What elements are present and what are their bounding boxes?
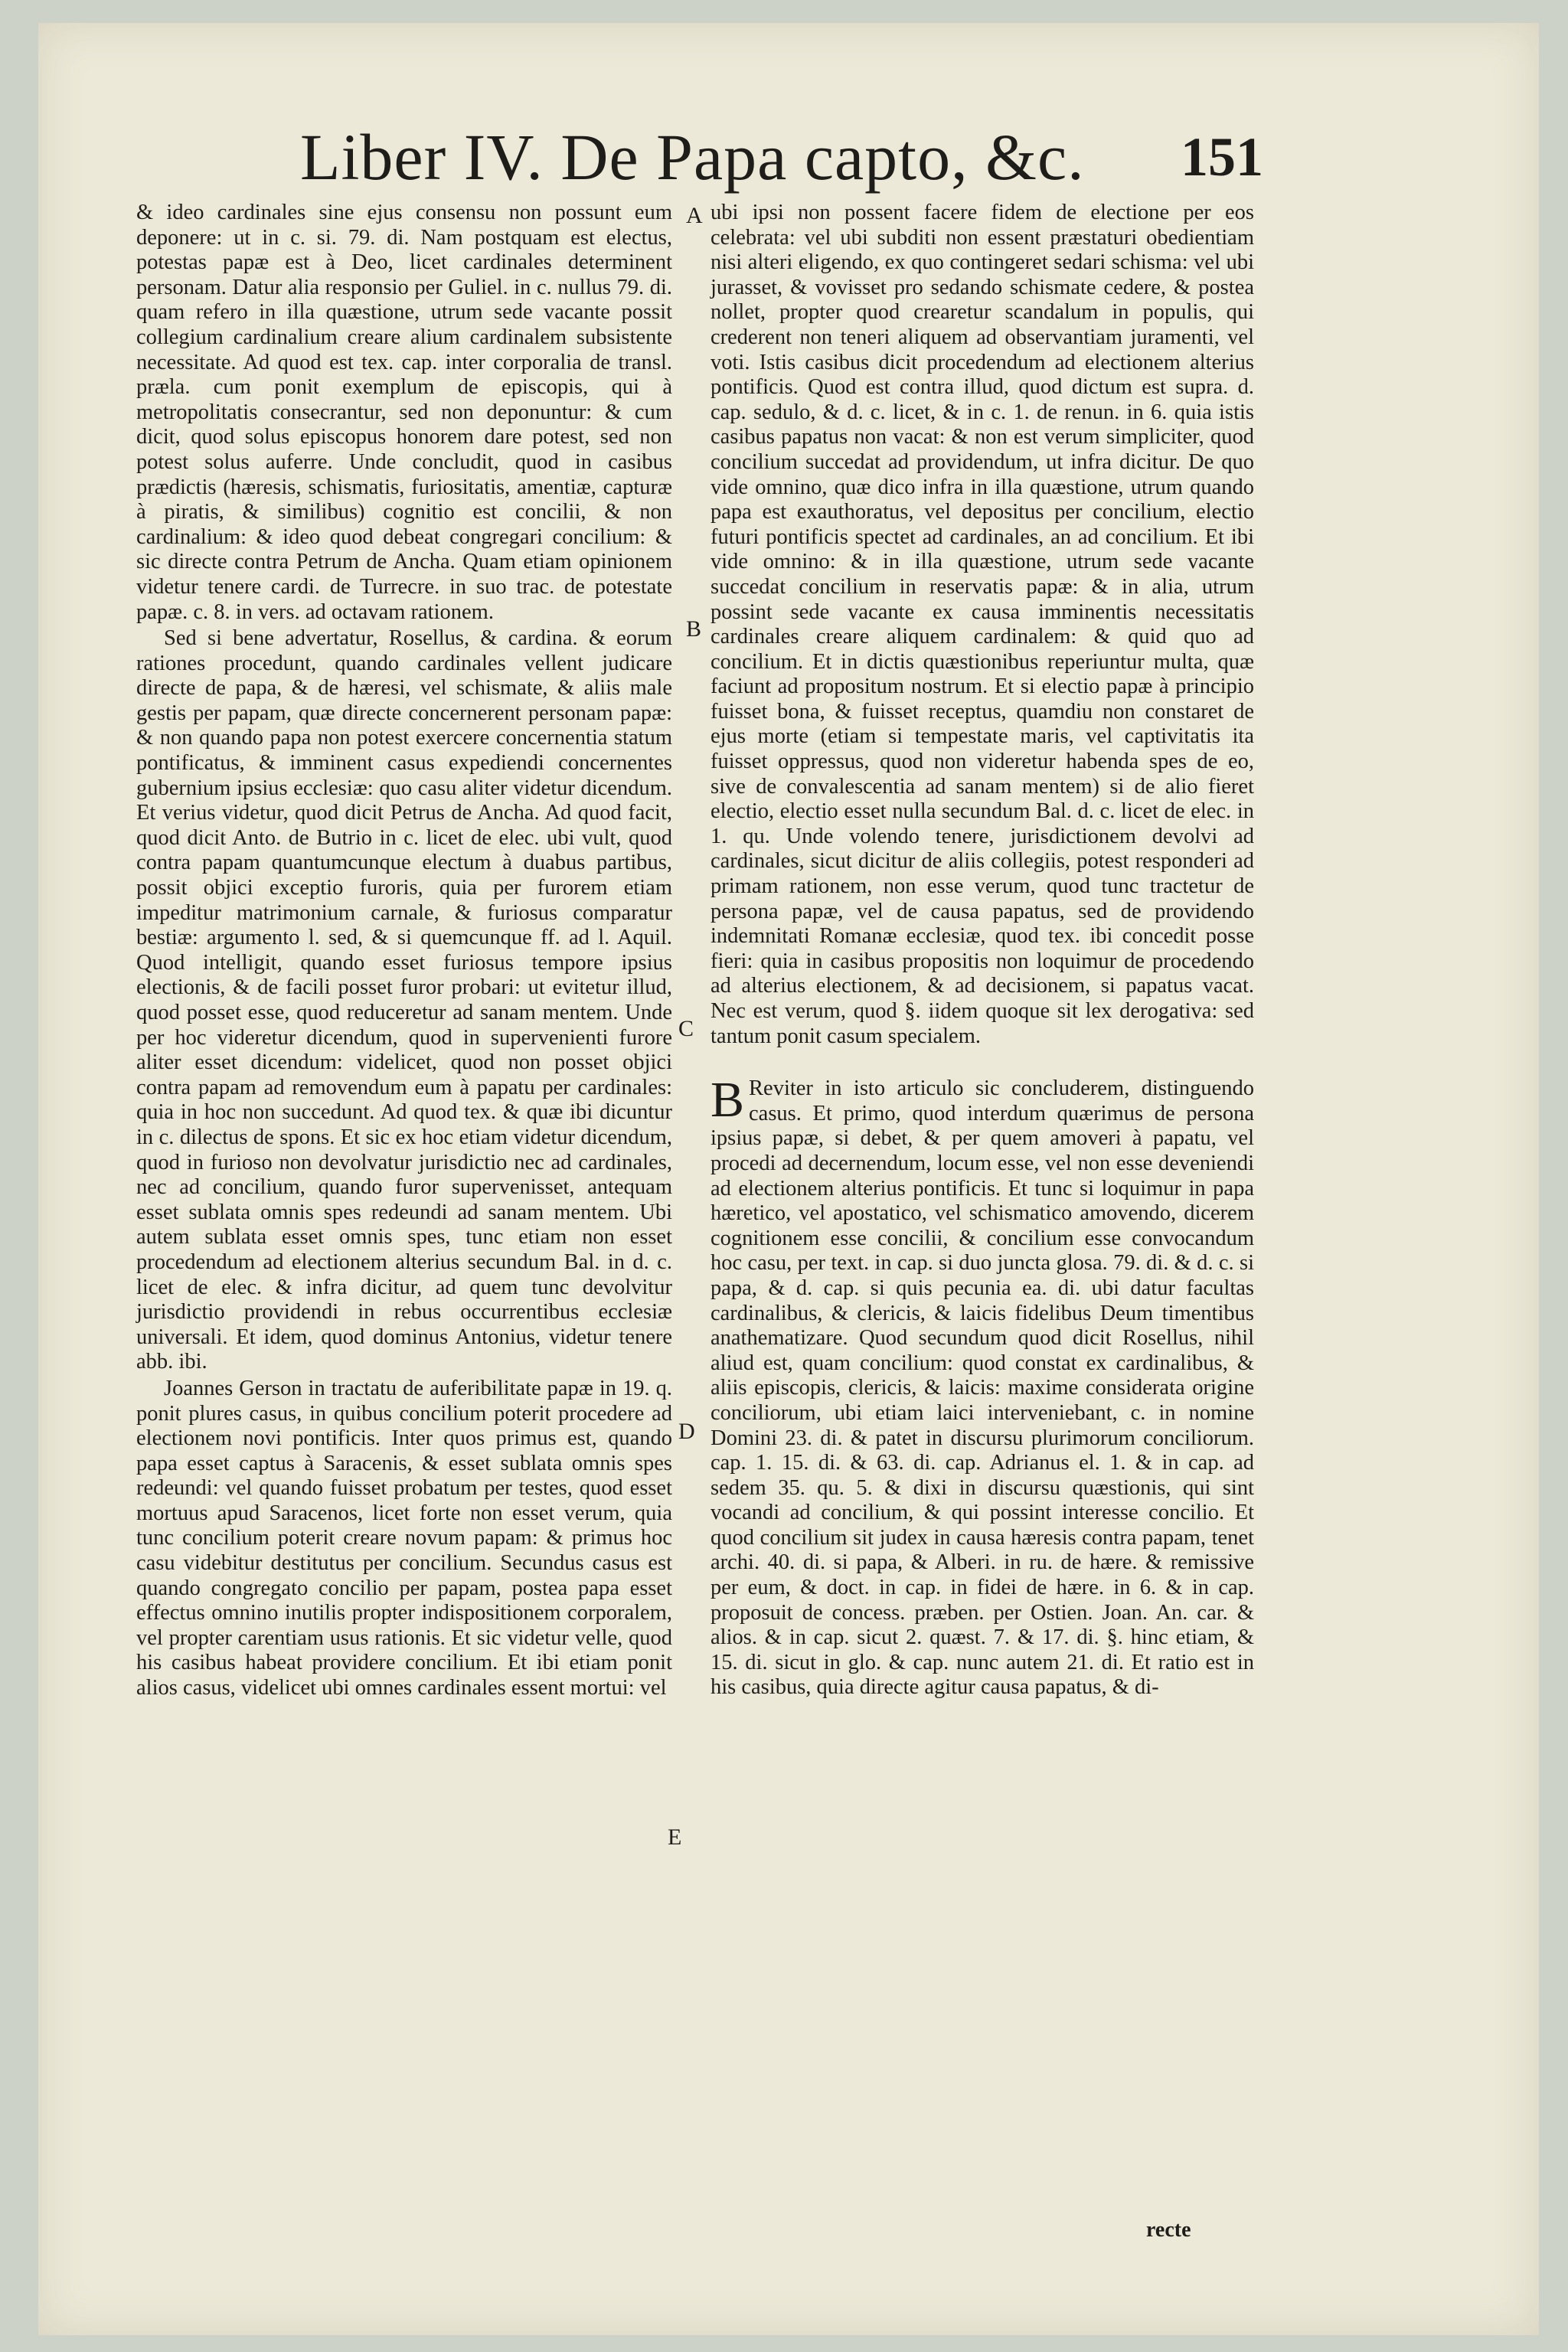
margin-letter-e: E (668, 1824, 682, 1850)
margin-letter-d: D (678, 1419, 695, 1444)
drop-cap: B (710, 1072, 745, 1129)
paragraph: Sed si bene advertatur, Rosellus, & cardina. & eorum rationes procedunt, quando cardinales vellent judicare directe de papa, & de hæresi, vel schismate, & aliis male gestis per papam, quæ directe concernerent personam papæ: & non quando papa non potest exercere concernentia statum pontificatus, & imminent casus expediendi concernentes gubernium ipsius ecclesiæ: quo casu aliter videtur dicendum. Et verius videtur, quod dicit Petrus de Ancha. Ad quod facit, quod dicit Anto. de Butrio in c. licet de elec. ubi vult, quod contra papam quantumcunque electum à duabus partibus, possit objici exceptio furoris, quia per furorem etiam impeditur matrimonium carnale, & furiosus comparatur bestiæ: argumento l. sed, & si quemcunque ff. ad l. Aquil. Quod intelligit, quando esset furiosus tempore ipsius electionis, & de facili posset furor probari: ut evitetur illud, quod posset esse, quod reduceretur ad sanam mentem. Unde per hoc videretur dicendum, quod in supervenienti furore aliter esset dicendum: videlicet, quod non posset objici contra papam ad removendum eum à papatu per cardinales: quia in hoc non succedunt. Ad quod tex. & quæ ibi dicuntur in c. dilectus de spons. Et sic ex hoc etiam videtur dicendum, quod in furioso non devolvatur jurisdictio nec ad cardinales, nec ad concilium, quando furor supervenisset, antequam esset sublata omnis spes redeundi ad sanam mentem. Ubi autem sublata esset omnis spes, tunc etiam non esset procedendum ad electionem alterius secundum Bal. in d. c. licet de elec. & infra dicitur, ad quem tunc devolvitur jurisdictio providendi in rebus occurrentibus ecclesiæ universali. Et idem, quod dominus Antonius, videtur tenere abb. ibi. (136, 626, 672, 1374)
right-column (710, 201, 1254, 1702)
paragraph: Joannes Gerson in tractatu de auferibilitate papæ in 19. q. ponit plures casus, in quibus concilium poterit procedere ad electionem novi pontificis. Inter quos primus est, quando papa esset captus à Saracenis, & esset sublata omnis spes redeundi: vel quando fuisset probatum per testes, quod esset mortuus apud Saracenos, licet forte non esset verum, quia tunc concilium poterit creare novum papam: & primus hoc casu videbitur destitutus per concilium. Secundus casus est quando congregato concilio per papam, postea papa esset effectus omnino inutilis propter indispositionem corporalem, vel propter carentiam usus rationis. Et sic videtur velle, quod his casibus habeat providere concilium. Et ibi etiam ponit alios casus, videlicet ubi omnes cardinales essent mortui: vel (136, 1376, 672, 1700)
page-number: 151 (1181, 126, 1263, 188)
margin-letter-a: A (686, 203, 703, 228)
left-column (136, 201, 672, 1703)
paragraph: ubi ipsi non possent facere fidem de electione per eos celebrata: vel ubi subditi non essent præstaturi obedientiam nisi alteri eligendo, ex quo contingeret sedari schisma: vel ubi jurasset, & vovisset pro sedando schismate cedere, & postea nollet, propter quod crearetur scandalum in populis, qui crederent non teneri aliquem ad observantiam juramenti, vel voti. Istis casibus dicit procedendum ad electionem alterius pontificis. Quod est contra illud, quod dictum est supra. d. cap. sedulo, & d. c. licet, & in c. 1. de renun. in 6. quia istis casibus papatus non vacat: & non est verum simpliciter, quod concilium succedat ad providendum, ut infra dicitur. De quo vide omnino, quæ dico infra in illa quæstione, utrum quando papa est exauthoratus, vel depositus per concilium, electio futuri pontificis spectet ad cardinales, an ad concilium. Et ibi vide omnino: & in illa quæstione, utrum sede vacante succedat concilium in reservatis papæ: & in alia, utrum possint sede vacante ex causa imminentis necessitatis cardinales creare aliquem cardinalem: & quid quo ad concilium. Et in dictis quæstionibus reperiuntur multa, quæ faciunt ad propositum nostrum. Et si electio papæ à principio fuisset bona, & fuisset receptus, quamdiu non constaret de ejus morte (etiam si tempestate maris, vel captivitatis ita fuisset oppressus, quod non videretur habenda spes de eo, sive de convalescentia ad sanam mentem) si de alio fieret electio, electio esset nulla secundum Bal. d. c. licet de elec. in 1. qu. Unde volendo tenere, jurisdictionem devolvi ad cardinales, sicut dicitur de aliis collegiis, potest responderi ad primam rationem, non esse verum, quod tunc tractetur de persona papæ, vel de causa papatus, sed de providendo indemnitati Romanæ ecclesiæ, quod tex. ibi concedit posse fieri: quia in casibus propositis non loquimur de procedendo ad alterius electionem, & ad decisionem, si papatus vacat. Nec est verum, quod §. iidem quoque sit lex derogativa: sed tantum ponit casum specialem. (710, 201, 1254, 1048)
margin-letter-c: C (678, 1016, 694, 1041)
page-header (0, 115, 1568, 207)
running-title: Liber IV. De Papa capto, &c. (300, 120, 1085, 194)
margin-letter-b: B (686, 616, 702, 642)
paragraph: & ideo cardinales sine ejus consensu non possunt eum deponere: ut in c. si. 79. di. Nam postquam est electus, potestas papæ est à Deo, licet cardinales determinent personam. Datur alia responsio per Guliel. in c. nullus 79. di. quam refero in illa quæstione, utrum sede vacante possit collegium cardinalium creare alium cardinalem subsistente necessitate. Ad quod est tex. cap. inter corporalia de transl. præla. cum ponit exemplum de episcopis, qui à metropolitatis consecrantur, sed non deponuntur: & cum dicit, quod solus episcopus honorem dare potest, sed non potest solus auferre. Unde concludit, quod in casibus prædictis (hæresis, schismatis, furiositatis, amentiæ, capturæ à piratis, & similibus) cognitio est concilii, & non cardinalium: & ideo quod debeat congregari concilium: & sic directe contra Petrum de Ancha. Quam etiam opinionem videtur tenere cardi. de Turrecre. in suo trac. de potestate papæ. c. 8. in vers. ad octavam rationem. (136, 201, 672, 624)
paragraph (710, 1072, 1254, 1700)
catchword: recte (1146, 2218, 1191, 2242)
paragraph-text: Reviter in isto articulo sic concluderem, distinguendo casus. Et primo, quod interdum quærimus de persona ipsius papæ, si debet, & per quem amoveri à papatu, vel procedi ad decernendum, locum esse, vel non esse deveniendi ad electionem alterius pontificis. Et tunc si loquimur in papa hæretico, vel apostatico, vel schismatico amovendo, dicerem cognitionem esse concilii, & concilium esse convocandum hoc casu, per text. in cap. si duo juncta glosa. 79. di. & d. c. si papa, & d. cap. si quis pecunia ea. di. ubi datur facultas cardinalibus, & clericis, & laicis fidelibus Deum timentibus anathematizare. Quod secundum quod dicit Rosellus, nihil aliud est, quam concilium: quod constat ex cardinalibus, & aliis episcopis, clericis, & laicis: maxime considerata origine conciliorum, ubi etiam laici interveniebant, c. in nomine Domini 23. di. & patet in discursu plurimorum conciliorum. cap. 1. 15. di. & 63. di. cap. Adrianus el. 1. & in cap. ad sedem 35. qu. 5. & dixi in discursu quæstionis, qui sint vocandi ad concilium, & qui possint interesse concilio. Et quod concilium sit judex in causa hæresis contra papam, tenet archi. 40. di. si papa, & Alberi. in ru. de hære. & remissive per eum, & doct. in cap. in fidei de hære. in 6. & in cap. proposuit de concess. præben. per Ostien. Joan. An. car. & alios. & in cap. sicut 2. quæst. 7. & 17. di. §. hinc etiam, & 15. di. sicut in glo. & cap. nunc autem 21. di. Et ratio est in his casibus, quia directe agitur causa papatus, & di- (710, 1076, 1254, 1700)
